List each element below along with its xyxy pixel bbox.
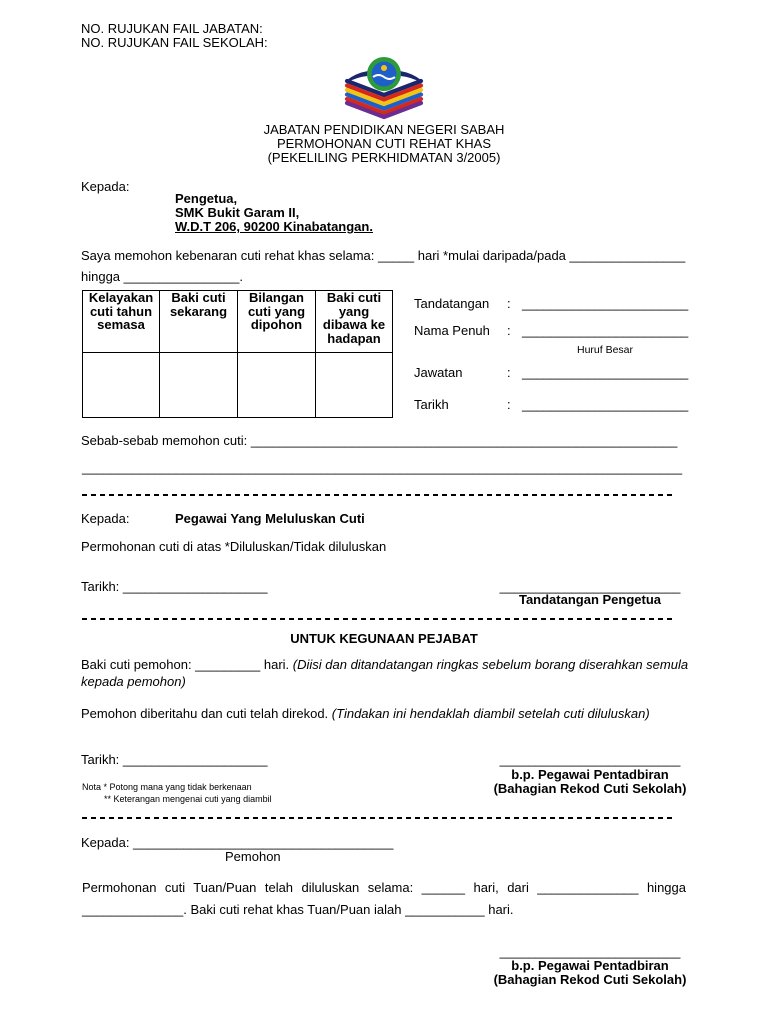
header-line: cuti tahun: [89, 303, 153, 319]
office-recorded-line: [81, 706, 650, 721]
header-line: semasa: [97, 317, 145, 333]
header-line: hadapan: [327, 330, 381, 346]
admin-signature-line: _________________________: [499, 752, 681, 767]
office-balance-text: Baki cuti pemohon: _________ hari.: [81, 657, 290, 672]
section-divider: [82, 494, 676, 496]
field-separator: :: [507, 365, 511, 380]
principal-signature-line: _________________________: [499, 579, 681, 594]
department-file-reference: NO. RUJUKAN FAIL JABATAN:: [81, 21, 263, 36]
approval-recipient: Pegawai Yang Meluluskan Cuti: [175, 511, 365, 526]
cell-annual-entitlement: [83, 353, 160, 418]
header-line: Kelayakan: [88, 290, 154, 305]
header-line: yang: [338, 303, 370, 319]
office-recorded-note: (Tindakan ini hendaklah diambil setelah cuti diluluskan): [331, 706, 650, 721]
header-line: cuti yang: [247, 303, 306, 319]
signature-field-label: Tandatangan: [414, 296, 490, 311]
office-recorded-text: Pemohon diberitahu dan cuti telah direkod.: [81, 706, 329, 721]
logo-wing-right: [400, 71, 421, 83]
section-divider: [82, 618, 676, 620]
footnote-strike-out: Nota * Potong mana yang tidak berkenaan: [82, 782, 252, 792]
section-divider: [82, 817, 676, 819]
header-carried-forward: [316, 291, 393, 353]
reasons-continuation-line: ___________________________________________________________________________________: [82, 460, 683, 475]
cell-current-balance: [160, 353, 238, 418]
school-file-reference: NO. RUJUKAN FAIL SEKOLAH:: [81, 35, 268, 50]
admin-signature-by: b.p. Pegawai Pentadbiran: [511, 767, 669, 782]
header-line: Bilangan: [249, 290, 304, 305]
header-days-requested: [238, 291, 316, 353]
cell-days-requested: [238, 353, 316, 418]
sabah-education-department-logo: [344, 55, 424, 121]
full-name-field-blank: _______________________: [522, 323, 689, 338]
date-field-blank: _______________________: [522, 397, 689, 412]
field-separator: :: [507, 296, 511, 311]
principal-signature-label: Tandatangan Pengetua: [518, 592, 662, 607]
header-line: dibawa ke: [322, 317, 386, 333]
title-circular: (PEKELILING PERKHIDMATAN 3/2005): [267, 150, 501, 165]
cell-carried-forward: [316, 353, 393, 418]
header-current-balance: [160, 291, 238, 353]
recipient-name: Pengetua,: [175, 191, 238, 206]
position-field-blank: _______________________: [522, 365, 689, 380]
header-line: Baki cuti: [171, 290, 226, 305]
approval-date: Tarikh: ____________________: [81, 579, 268, 594]
office-balance-line: [81, 657, 688, 672]
notification-recipient-caption: Pemohon: [225, 849, 281, 864]
title-form-name: PERMOHONAN CUTI REHAT KHAS: [276, 136, 492, 151]
recipient-address: W.D.T 206, 90200 Kinabatangan.: [175, 219, 373, 234]
field-separator: :: [507, 323, 511, 338]
reasons-line: Sebab-sebab memohon cuti: ___________________________________________________________: [81, 433, 678, 448]
application-statement: Saya memohon kebenaran cuti rehat khas selama: _____ hari *mulai daripada/pada ________________: [81, 248, 686, 263]
notification-recipient-line: Kepada: ____________________________________: [81, 835, 394, 850]
date-field-label: Tarikh: [414, 397, 449, 412]
signature-field-blank: _______________________: [522, 296, 689, 311]
full-name-field-label: Nama Penuh: [414, 323, 490, 338]
leave-balance-table: [82, 290, 393, 418]
notification-signature-by: b.p. Pegawai Pentadbiran: [511, 958, 669, 973]
field-separator: :: [507, 397, 511, 412]
office-balance-note: (Diisi dan ditandatangan ringkas sebelum borang diserahkan semula: [292, 657, 689, 672]
notification-approval-line: Permohonan cuti Tuan/Puan telah diluluskan selama: ______ hari, dari ______________ hingga: [82, 880, 686, 895]
office-use-heading: UNTUK KEGUNAAN PEJABAT: [290, 631, 478, 646]
logo-sun: [381, 65, 387, 71]
header-line: dipohon: [250, 317, 303, 333]
table-header-row: [83, 291, 393, 353]
application-end-date: hingga ________________.: [81, 269, 243, 284]
header-line: sekarang: [169, 303, 228, 319]
header-line: Baki cuti: [326, 290, 382, 305]
position-field-label: Jawatan: [414, 365, 463, 380]
approval-decision: Permohonan cuti di atas *Diluluskan/Tidak diluluskan: [81, 539, 387, 554]
office-date: Tarikh: ____________________: [81, 752, 268, 767]
title-department: JABATAN PENDIDIKAN NEGERI SABAH: [263, 122, 505, 137]
recipient-label: Kepada:: [81, 179, 130, 194]
recipient-school: SMK Bukit Garam II,: [175, 205, 300, 220]
notification-balance-line: ______________. Baki cuti rehat khas Tuan/Puan ialah ___________ hari.: [82, 902, 514, 917]
notification-signature-unit: (Bahagian Rekod Cuti Sekolah): [493, 972, 687, 987]
notification-signature-line: _________________________: [499, 944, 681, 959]
admin-signature-unit: (Bahagian Rekod Cuti Sekolah): [493, 781, 687, 796]
full-name-hint: Huruf Besar: [577, 344, 634, 356]
approval-recipient-label: Kepada:: [81, 511, 130, 526]
header-annual-entitlement: [83, 291, 160, 353]
office-balance-note-continued: kepada pemohon): [81, 674, 186, 689]
table-entry-row: [83, 353, 393, 418]
logo-wing-left: [347, 71, 368, 83]
footnote-leave-details: ** Keterangan mengenai cuti yang diambil: [104, 794, 272, 804]
